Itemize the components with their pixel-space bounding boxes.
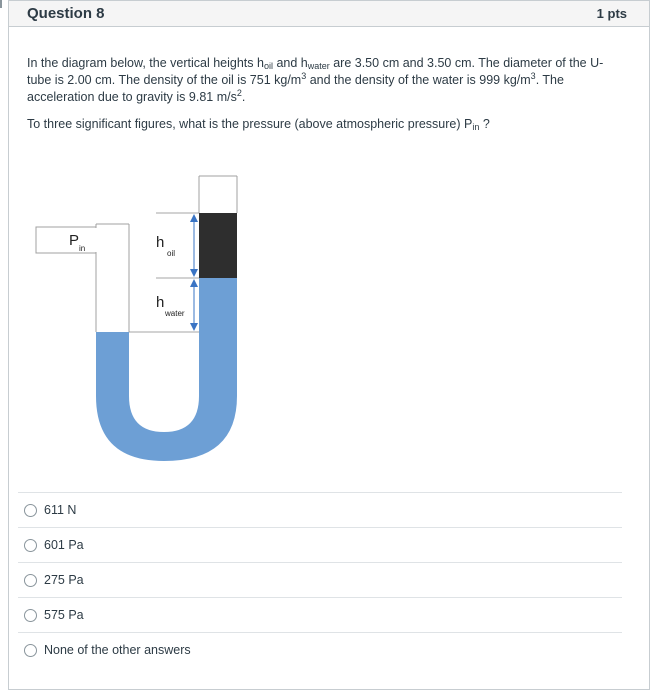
answer-option[interactable] — [18, 492, 622, 527]
question-points: 1 pts — [596, 6, 627, 21]
answer-label: None of the other answers — [44, 643, 191, 657]
h-oil-arrow-up — [190, 214, 198, 222]
h-oil-arrow-down — [190, 269, 198, 277]
answer-radio[interactable] — [24, 644, 37, 657]
question-ask: To three significant figures, what is the pressure (above atmospheric pressure) $P_{in}$ ? — [27, 117, 490, 132]
answer-radio[interactable] — [24, 574, 37, 587]
answer-radio[interactable] — [24, 609, 37, 622]
h-water-arrow-down — [190, 323, 198, 331]
pin-label: P — [69, 232, 80, 249]
h-water-arrow-up — [190, 279, 198, 287]
window-edge — [0, 0, 2, 8]
answer-list — [18, 492, 622, 667]
answer-radio[interactable] — [24, 539, 37, 552]
answer-label: 575 Pa — [44, 608, 84, 622]
question-header — [9, 1, 649, 27]
answer-option[interactable] — [18, 562, 622, 597]
question-prompt: In the diagram below, the vertical heights $h_{oil}$ and $h_{water}$ are 3.50 cm and 3.50 cm. The diameter of the U-tube is 2.00 cm. The density of the oil is 751 $kg/m^3$ and the density of the water is 999 $kg/m^3$. The acceleration due to gravity is 9.81 $m/s^2$. — [27, 56, 604, 104]
question-title: Question 8 — [27, 5, 105, 22]
water-fill — [96, 278, 237, 461]
answer-radio[interactable] — [24, 504, 37, 517]
h-oil-subscript: oil — [167, 249, 176, 258]
oil-column — [199, 213, 237, 278]
answer-option[interactable] — [18, 527, 622, 562]
answer-label: 275 Pa — [44, 573, 84, 587]
h-water-subscript: water — [165, 309, 185, 318]
answer-option[interactable] — [18, 597, 622, 632]
question-body — [9, 27, 649, 133]
h-oil-label: h — [156, 234, 165, 251]
answer-label: 611 N — [44, 503, 77, 517]
u-tube-diagram — [26, 174, 246, 464]
answer-label: 601 Pa — [44, 538, 84, 552]
pin-subscript: in — [79, 244, 86, 253]
h-water-label: h — [156, 294, 165, 311]
pin-inlet-box — [36, 227, 96, 253]
answer-option[interactable] — [18, 632, 622, 667]
